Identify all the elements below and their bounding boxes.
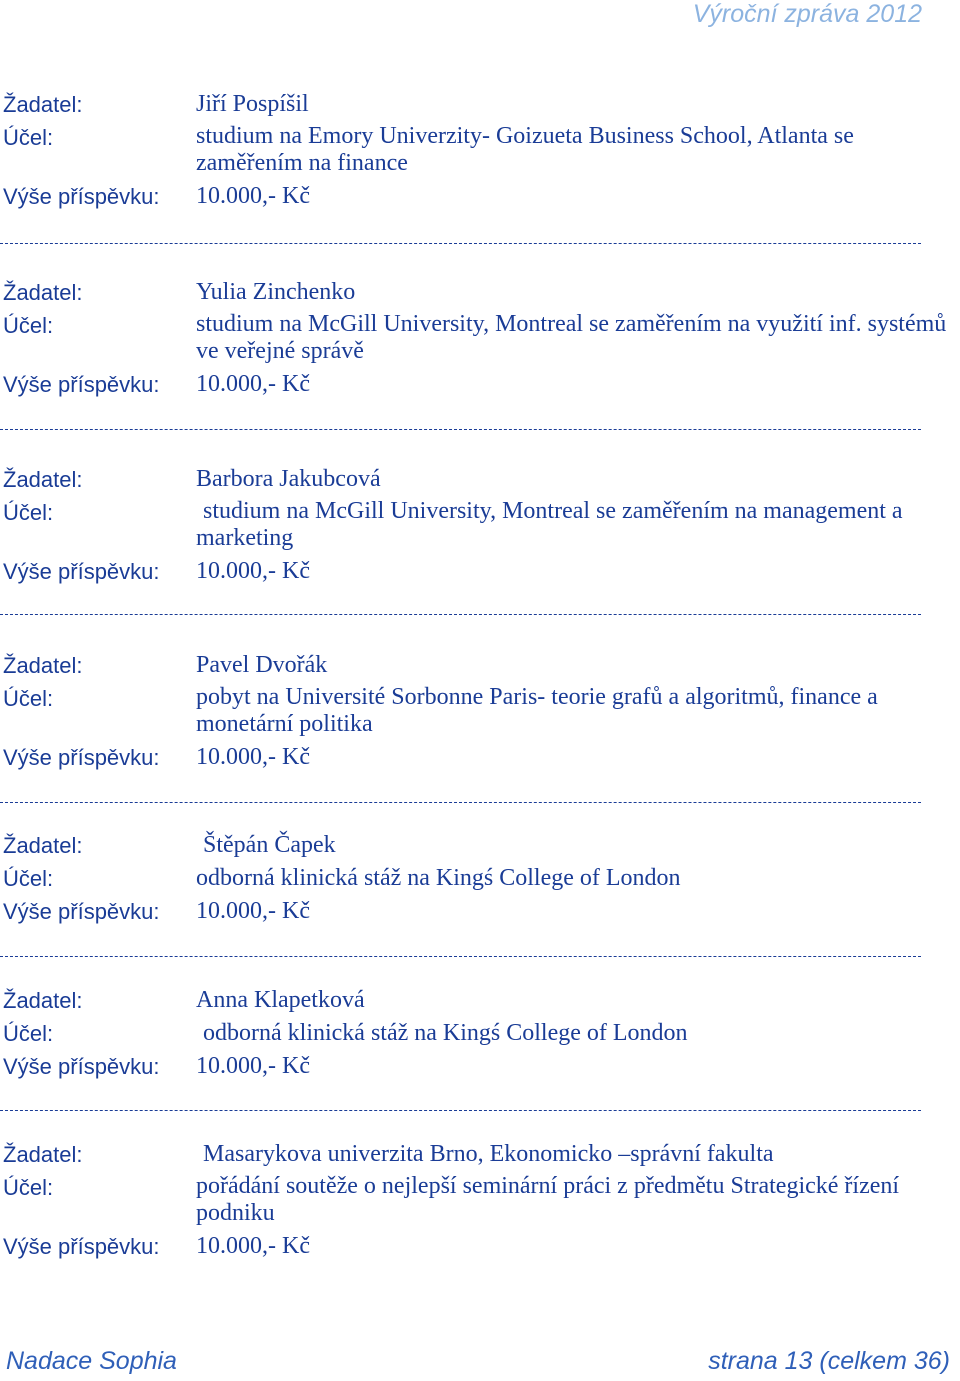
amount-label: Výše příspěvku: bbox=[3, 899, 160, 924]
purpose-text: studium na McGill University, Montreal se zaměřením na management a marketing bbox=[196, 498, 903, 551]
report-title: Výroční zpráva 2012 bbox=[692, 0, 922, 28]
purpose-label: Účel: bbox=[3, 125, 54, 150]
applicant-label: Žadatel: bbox=[3, 467, 83, 492]
amount-row bbox=[0, 180, 960, 213]
grant-entry bbox=[0, 88, 960, 213]
amount-label: Výše příspěvku: bbox=[3, 372, 160, 397]
applicant-label: Žadatel: bbox=[3, 833, 83, 858]
purpose-label: Účel: bbox=[3, 1021, 54, 1046]
applicant-row bbox=[0, 829, 960, 862]
grant-entry bbox=[0, 276, 960, 401]
amount-label: Výše příspěvku: bbox=[3, 745, 160, 770]
grant-entry bbox=[0, 984, 960, 1083]
dashed-separator bbox=[0, 614, 921, 615]
purpose-label: Účel: bbox=[3, 500, 54, 525]
amount-value: 10.000,- Kč bbox=[196, 744, 310, 770]
purpose-row bbox=[0, 309, 960, 368]
applicant-row bbox=[0, 984, 960, 1017]
purpose-row bbox=[0, 1171, 960, 1230]
applicant-row bbox=[0, 276, 960, 309]
dashed-separator bbox=[0, 243, 921, 244]
grant-entry bbox=[0, 1138, 960, 1263]
amount-value: 10.000,- Kč bbox=[196, 183, 310, 209]
applicant-name: Masarykova univerzita Brno, Ekonomicko –správní fakulta bbox=[203, 1141, 774, 1167]
grant-entry bbox=[0, 463, 960, 588]
applicant-name: Anna Klapetková bbox=[196, 987, 365, 1013]
purpose-text: studium na Emory Univerzity- Goizueta Business School, Atlanta se zaměřením na finance bbox=[196, 123, 854, 176]
amount-label: Výše příspěvku: bbox=[3, 184, 160, 209]
purpose-text: pořádání soutěže o nejlepší seminární práci z předmětu Strategické řízení podniku bbox=[196, 1173, 900, 1226]
amount-row bbox=[0, 1050, 960, 1083]
amount-value: 10.000,- Kč bbox=[196, 898, 310, 924]
purpose-label: Účel: bbox=[3, 866, 54, 891]
dashed-separator bbox=[0, 429, 921, 430]
purpose-row bbox=[0, 1017, 960, 1050]
dashed-separator bbox=[0, 956, 921, 957]
applicant-label: Žadatel: bbox=[3, 92, 83, 117]
amount-value: 10.000,- Kč bbox=[196, 1233, 310, 1259]
applicant-name: Štěpán Čapek bbox=[203, 832, 336, 858]
applicant-label: Žadatel: bbox=[3, 653, 83, 678]
purpose-text: pobyt na Université Sorbonne Paris- teorie grafů a algoritmů, finance a monetární politika bbox=[196, 684, 878, 737]
amount-row bbox=[0, 895, 960, 928]
dashed-separator bbox=[0, 802, 921, 803]
amount-label: Výše příspěvku: bbox=[3, 559, 160, 584]
amount-row bbox=[0, 741, 960, 774]
applicant-label: Žadatel: bbox=[3, 1142, 83, 1167]
amount-value: 10.000,- Kč bbox=[196, 371, 310, 397]
purpose-row bbox=[0, 121, 960, 180]
purpose-row bbox=[0, 496, 960, 555]
applicant-row bbox=[0, 649, 960, 682]
footer-organization: Nadace Sophia bbox=[6, 1347, 177, 1375]
applicant-row bbox=[0, 88, 960, 121]
applicant-row bbox=[0, 1138, 960, 1171]
grant-entry bbox=[0, 829, 960, 928]
purpose-text: studium na McGill University, Montreal se zaměřením na využití inf. systémů ve veřejné správě bbox=[196, 311, 947, 364]
applicant-name: Jiří Pospíšil bbox=[196, 91, 309, 117]
grant-entry bbox=[0, 649, 960, 774]
applicant-label: Žadatel: bbox=[3, 280, 83, 305]
footer-page-number: strana 13 (celkem 36) bbox=[708, 1347, 950, 1375]
amount-row bbox=[0, 1230, 960, 1263]
amount-row bbox=[0, 368, 960, 401]
amount-label: Výše příspěvku: bbox=[3, 1234, 160, 1259]
applicant-name: Yulia Zinchenko bbox=[196, 279, 356, 305]
dashed-separator bbox=[0, 1110, 921, 1111]
purpose-text: odborná klinická stáž na Kingś College of London bbox=[203, 1020, 688, 1046]
amount-label: Výše příspěvku: bbox=[3, 1054, 160, 1079]
purpose-text: odborná klinická stáž na Kingś College of London bbox=[196, 865, 681, 891]
applicant-name: Pavel Dvořák bbox=[196, 652, 328, 678]
purpose-row bbox=[0, 862, 960, 895]
purpose-label: Účel: bbox=[3, 1175, 54, 1200]
amount-row bbox=[0, 555, 960, 588]
purpose-label: Účel: bbox=[3, 313, 54, 338]
amount-value: 10.000,- Kč bbox=[196, 1053, 310, 1079]
applicant-row bbox=[0, 463, 960, 496]
purpose-label: Účel: bbox=[3, 686, 54, 711]
purpose-row bbox=[0, 682, 960, 741]
applicant-name: Barbora Jakubcová bbox=[196, 466, 381, 492]
amount-value: 10.000,- Kč bbox=[196, 558, 310, 584]
applicant-label: Žadatel: bbox=[3, 988, 83, 1013]
